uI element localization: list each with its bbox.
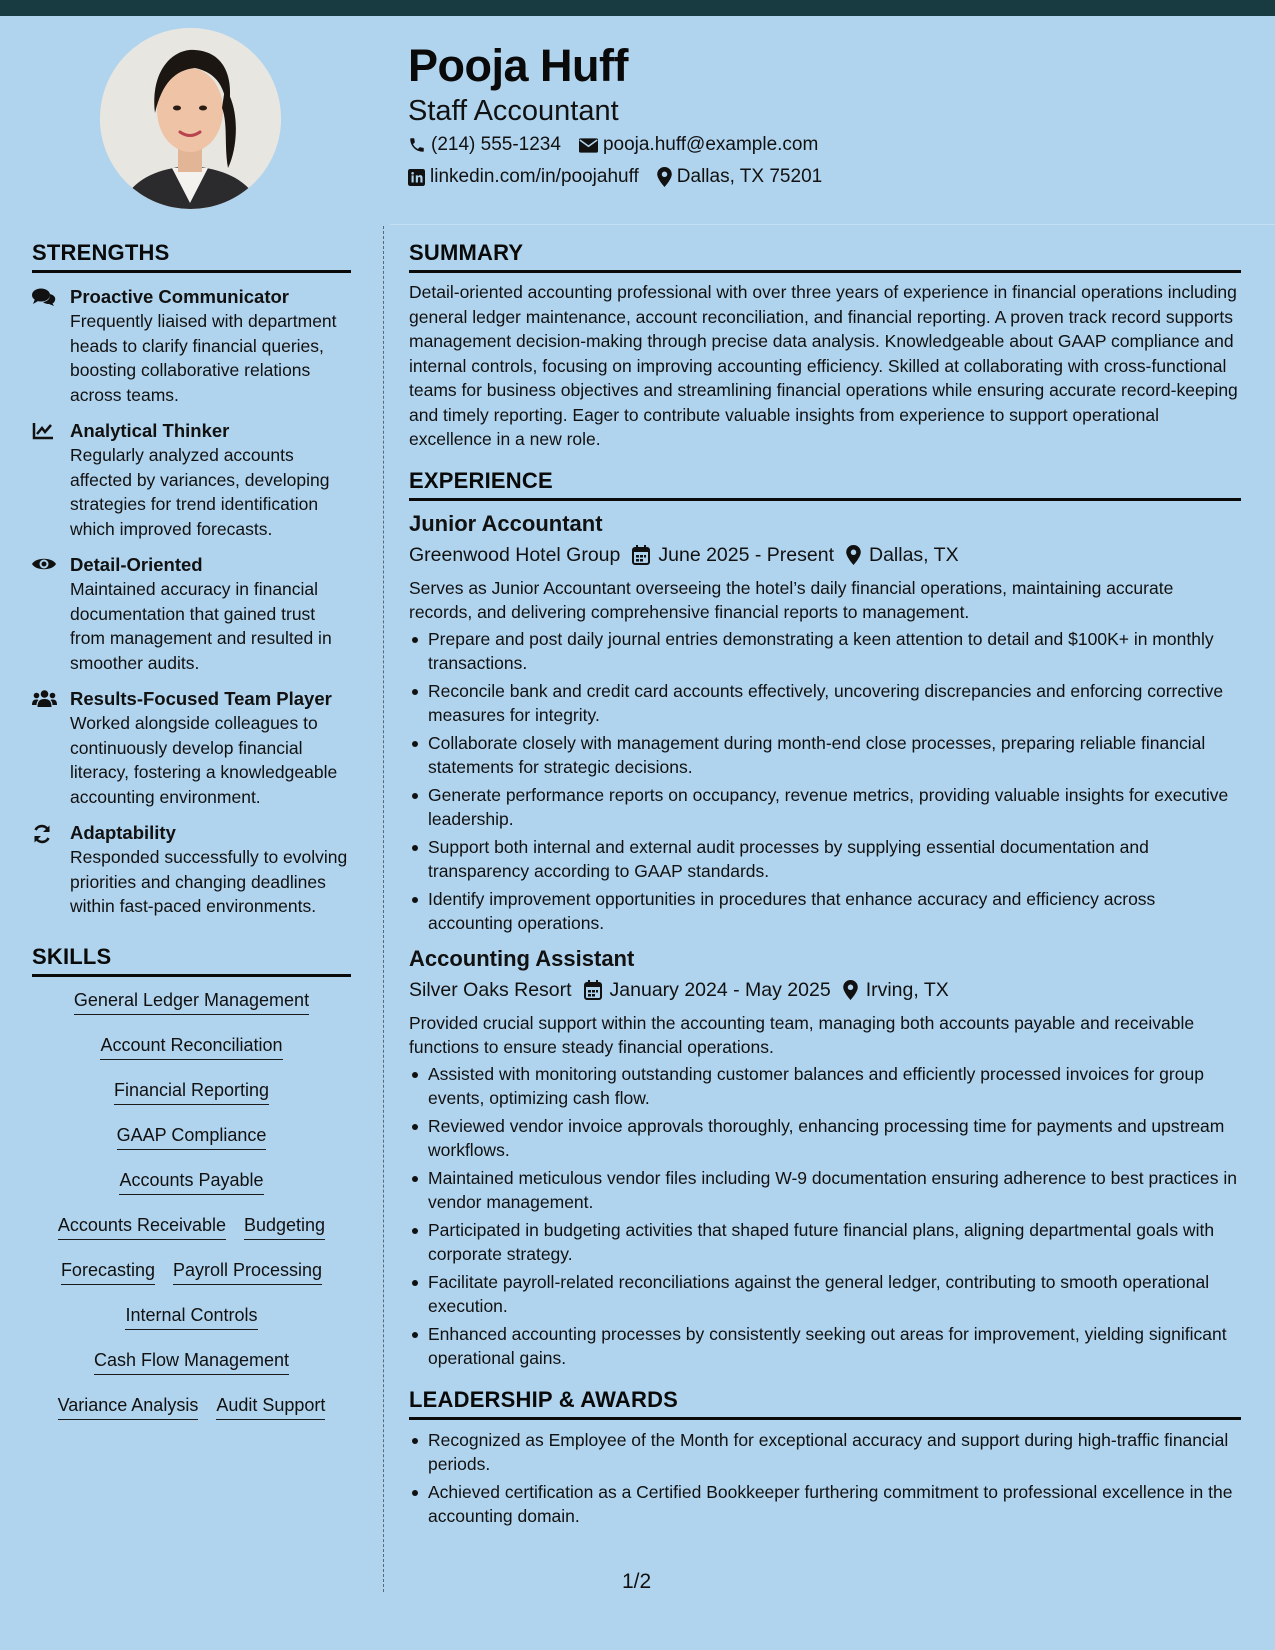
job-location: Irving, TX (865, 978, 949, 1001)
left-column (32, 240, 351, 1439)
map-pin-icon (846, 545, 861, 565)
chart-line-icon (32, 422, 54, 440)
strength-item (32, 687, 351, 809)
strength-desc: Frequently liaised with department heads to clarify financial queries, boosting collaborative relations across teams. (70, 311, 337, 405)
strength-desc: Maintained accuracy in financial documentation that gained trust from management and resulted in smoother audits. (70, 579, 332, 673)
summary-text: Detail-oriented accounting professional with over three years of experience in financial operations including general ledger maintenance, account reconciliation, and financial reporting. A proven track record supports management decision-making through precise data analysis. Knowledgeable about GAAP compliance and internal controls, focusing on improving accounting efficiency. Skilled at collaborating with cross-functional teams for business objectives and streamlining financial operations while ensuring accurate record-keeping and timely reporting. Eager to contribute valuable insights from experience to support operational excellence in a new role. (409, 282, 1238, 449)
strength-item (32, 553, 351, 675)
skill-tag: Cash Flow Management (94, 1349, 289, 1375)
skills-heading: SKILLS (32, 944, 351, 977)
header-divider (390, 224, 1275, 225)
strength-title: Analytical Thinker (70, 420, 230, 441)
email-contact[interactable] (579, 134, 818, 156)
list-item: Generate performance reports on occupancy, revenue metrics, providing valuable insights for executive leadership. (409, 783, 1241, 832)
sync-icon (32, 824, 52, 844)
job-company: Greenwood Hotel Group (409, 543, 621, 566)
list-item: Collaborate closely with management during month-end close processes, preparing reliable financial statements for strategic decisions. (409, 731, 1241, 780)
list-item: Reviewed vendor invoice approvals thoroughly, enhancing processing time for payments and upstream workflows. (409, 1114, 1241, 1163)
users-icon (32, 690, 57, 707)
skill-tag: General Ledger Management (74, 989, 309, 1015)
strength-item (32, 419, 351, 541)
job-description: Serves as Junior Accountant overseeing the hotel’s daily financial operations, maintaining accurate records, and delivering comprehensive financial reports to management. (409, 577, 1174, 622)
contact-row-1 (408, 134, 836, 156)
linkedin-text: linkedin.com/in/poojahuff (430, 166, 639, 187)
location-text: Dallas, TX 75201 (676, 166, 823, 187)
column-divider (383, 226, 384, 1592)
strength-desc: Worked alongside colleagues to continuously develop financial literacy, fostering a knowledgeable accounting environment. (70, 713, 338, 807)
skill-tag: Financial Reporting (114, 1079, 269, 1105)
list-item: Recognized as Employee of the Month for exceptional accuracy and support during high-traffic financial periods. (409, 1428, 1241, 1477)
list-item: Identify improvement opportunities in procedures that enhance accuracy and efficiency across accounting operations. (409, 887, 1241, 936)
candidate-name: Pooja Huff (408, 40, 628, 91)
list-item: Support both internal and external audit processes by supplying essential documentation and transparency according to GAAP standards. (409, 835, 1241, 884)
map-pin-icon (843, 980, 858, 1000)
skill-tag: Budgeting (244, 1214, 325, 1240)
profile-photo (100, 28, 281, 209)
job-title: Junior Accountant (409, 510, 603, 536)
job-bullets (409, 627, 1241, 936)
skill-tag: Variance Analysis (58, 1394, 199, 1420)
awards-heading: LEADERSHIP & AWARDS (409, 1387, 1241, 1420)
summary-heading: SUMMARY (409, 240, 1241, 273)
job-entry (409, 944, 1241, 1371)
skill-tag: Accounts Payable (119, 1169, 263, 1195)
calendar-icon (584, 980, 602, 1000)
email-text: pooja.huff@example.com (602, 134, 819, 155)
list-item: Prepare and post daily journal entries demonstrating a keen attention to detail and $100K+ in monthly transactions. (409, 627, 1241, 676)
list-item: Participated in budgeting activities that shaped future financial plans, aligning departmental goals with corporate strategy. (409, 1218, 1241, 1267)
strength-item (32, 285, 351, 407)
job-bullets (409, 1062, 1241, 1371)
comments-icon (32, 288, 56, 306)
strength-title: Detail-Oriented (70, 554, 203, 575)
calendar-icon (632, 545, 650, 565)
list-item: Maintained meticulous vendor files including W-9 documentation ensuring adherence to best practices in vendor management. (409, 1166, 1241, 1215)
phone-text: (214) 555-1234 (431, 134, 561, 155)
job-meta (409, 541, 1241, 569)
strength-title: Proactive Communicator (70, 286, 289, 307)
skills-list (32, 989, 351, 1439)
strength-title: Adaptability (70, 822, 176, 843)
linkedin-icon (408, 169, 425, 186)
skill-tag: GAAP Compliance (117, 1124, 267, 1150)
list-item: Reconcile bank and credit card accounts effectively, uncovering discrepancies and enforcing corrective measures for integrity. (409, 679, 1241, 728)
map-pin-icon (657, 167, 672, 187)
list-item: Facilitate payroll-related reconciliations against the general ledger, contributing to smooth operational execution. (409, 1270, 1241, 1319)
job-dates: June 2025 - Present (658, 543, 834, 566)
job-entry (409, 509, 1241, 936)
skill-tag: Accounts Receivable (58, 1214, 226, 1240)
job-meta (409, 976, 1241, 1004)
right-column (409, 240, 1241, 1532)
strength-desc: Regularly analyzed accounts affected by variances, developing strategies for trend identification which improved forecasts. (70, 445, 330, 539)
job-description: Provided crucial support within the accounting team, managing both accounts payable and receivable functions to ensure steady financial operations. (409, 1012, 1195, 1057)
job-dates: January 2024 - May 2025 (609, 978, 831, 1001)
skill-tag: Payroll Processing (173, 1259, 322, 1285)
strengths-heading: STRENGTHS (32, 240, 351, 273)
strength-title: Results-Focused Team Player (70, 688, 332, 709)
list-item: Assisted with monitoring outstanding customer balances and efficiently processed invoices for group events, optimizing cash flow. (409, 1062, 1241, 1111)
skill-tag: Account Reconciliation (100, 1034, 282, 1060)
contact-row-2 (408, 166, 840, 188)
candidate-title: Staff Accountant (408, 95, 619, 127)
awards-bullets (409, 1428, 1241, 1529)
eye-icon (32, 556, 56, 572)
top-accent-bar (0, 0, 1275, 16)
page-number: 1/2 (622, 1570, 652, 1593)
skill-tag: Forecasting (61, 1259, 155, 1285)
strength-item (32, 821, 351, 919)
location-contact (657, 166, 822, 188)
list-item: Enhanced accounting processes by consistently seeking out areas for improvement, yielding significant operational gains. (409, 1322, 1241, 1371)
phone-contact[interactable] (408, 134, 561, 156)
skill-tag: Internal Controls (125, 1304, 257, 1330)
job-location: Dallas, TX (869, 543, 959, 566)
envelope-icon (579, 138, 598, 153)
experience-heading: EXPERIENCE (409, 468, 1241, 501)
job-company: Silver Oaks Resort (409, 978, 572, 1001)
job-title: Accounting Assistant (409, 945, 635, 971)
strength-desc: Responded successfully to evolving priorities and changing deadlines within fast-paced environments. (70, 847, 348, 916)
phone-icon (408, 136, 426, 154)
list-item: Achieved certification as a Certified Bookkeeper furthering commitment to professional excellence in the accounting domain. (409, 1480, 1241, 1529)
skill-tag: Audit Support (216, 1394, 325, 1420)
linkedin-contact[interactable] (408, 166, 639, 188)
